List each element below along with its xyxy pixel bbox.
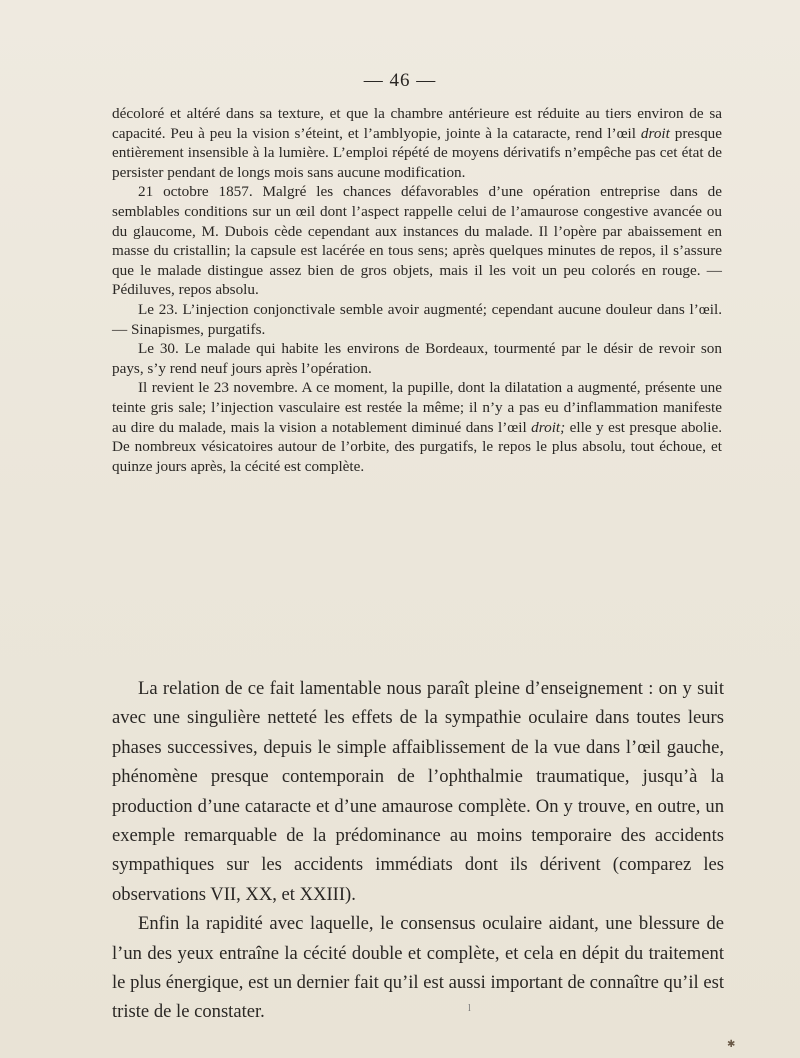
observation-paragraph-5 [112, 378, 722, 476]
paragraph-text: Le 30. Le malade qui habite les environs de Bordeaux, tourmenté par le désir de revoir son pays, s’y rend neuf jours après l’opération. [112, 340, 722, 377]
observation-text [112, 104, 722, 476]
paragraph-text: presque entièrement insensible à la lumière. L’emploi répété de moyens dérivatifs n’empêche pas cet état de persister pendant de longs mois sans aucune modification. [112, 124, 723, 181]
page-number: — 46 — [363, 70, 437, 91]
paragraph-text: décoloré et altéré dans sa texture, et que la chambre antérieure est réduite au tiers environ de sa capacité. Peu à peu la vision s’éteint, et l’amblyopie, jointe à la cataracte, rend l’œil [112, 105, 722, 142]
commentary-paragraph-2: Enfin la rapidité avec laquelle, le consensus oculaire aidant, une blessure de l’un des yeux entraîne la cécité double et complète, et cela en dépit du traitement le plus énergique, est un dernier fait qu’il est aussi important de connaître qu’il est triste de le constater. [112, 913, 724, 1023]
stray-mark: l [468, 1003, 471, 1014]
paragraph-text: Le 23. L’injection conjonctivale semble avoir augmenté; cependant aucune douleur dans l’œil. — Sinapismes, purgatifs. [112, 300, 722, 338]
italic-emphasis: droit [640, 124, 670, 142]
ink-blot-mark: ✱ [727, 1039, 736, 1050]
italic-emphasis: droit; [531, 418, 566, 436]
paragraph-text: elle y est presque abolie. De nombreux vésicatoires autour de l’orbite, des purgatifs, le repos le plus absolu, tout échoue, et quinze jours après, la cécité est complète. [112, 418, 722, 475]
observation-paragraph-3 [112, 300, 722, 339]
observation-paragraph-1 [112, 104, 722, 182]
commentary-text [112, 674, 724, 1027]
observation-paragraph-4 [112, 339, 722, 378]
observation-paragraph-2 [112, 182, 722, 300]
commentary-paragraph-1: La relation de ce fait lamentable nous paraît pleine d’enseignement : on y suit avec une singulière netteté les effets de la sympathie oculaire dans toutes leurs phases successives, depuis le simple affaiblissement de la vue dans l’œil gauche, phénomène presque contemporain de l’ophthalmie traumatique, jusqu’à la production d’une cataracte et d’une amaurose complète. On y trouve, en outre, un exemple remarquable de la prédominance au moins temporaire des accidents sympathiques sur les accidents immédiats dont ils dérivent (comparez les observations VII, XX, et XXIII). [112, 678, 724, 905]
paragraph-text: 21 octobre 1857. Malgré les chances défavorables d’une opération entreprise dans de semblables conditions sur un œil dont l’aspect rappelle celui de l’amaurose congestive avancée ou du glaucome, M. Dubois cède cependant aux instances du malade. Il l’opère par abaissement en masse du cristallin; la capsule est lacérée en tous sens; après quelques minutes de repos, il s’assure que le malade distingue assez bien de gros objets, mais il les voit un peu colorés en rouge. — Pédiluves, repos absolu. [112, 183, 722, 299]
paragraph-text: Il revient le 23 novembre. A ce moment, la pupille, dont la dilatation a augmenté, présente une teinte gris sale; l’injection vasculaire est restée la même; il n’y a pas eu d’inflammation manifeste au dire du malade, mais la vision a notablement diminué dans l’œil [112, 379, 722, 436]
